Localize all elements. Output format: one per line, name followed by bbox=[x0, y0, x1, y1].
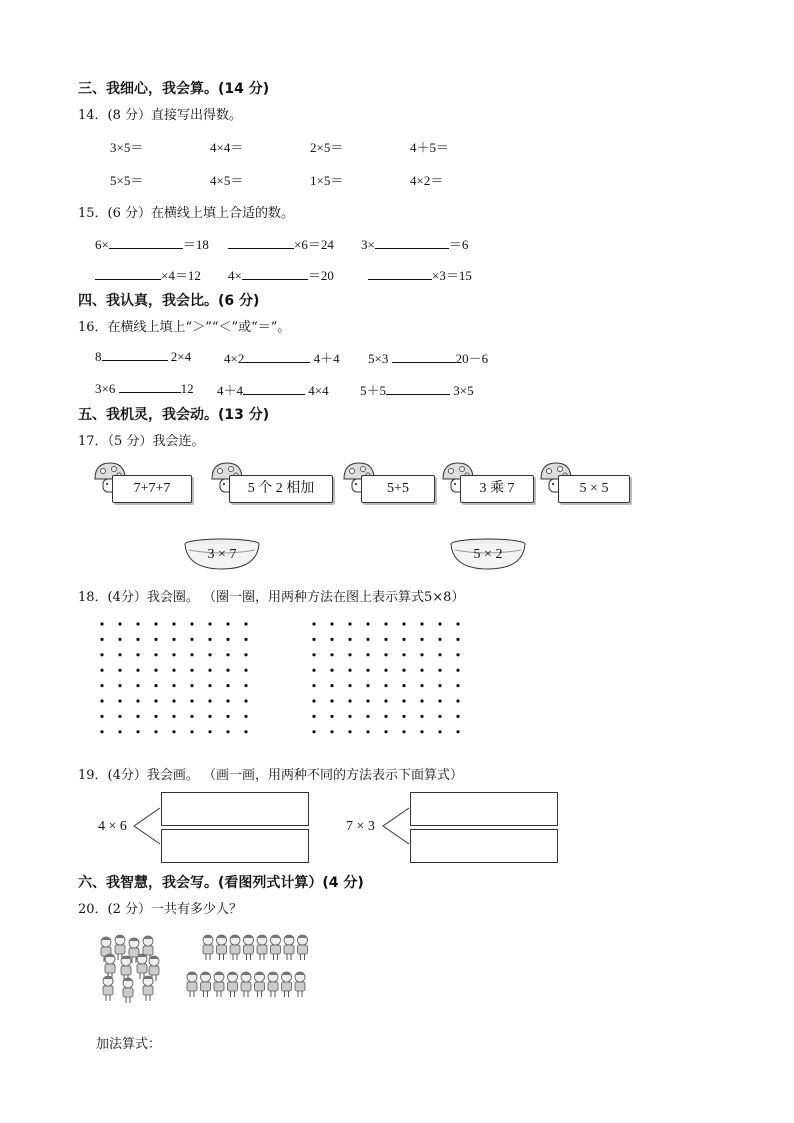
grid-dot bbox=[420, 622, 423, 625]
q14-item: 4×2＝ bbox=[410, 173, 444, 188]
grid-dot bbox=[438, 684, 441, 687]
child-figure bbox=[214, 972, 224, 997]
q14-item: 4×4＝ bbox=[210, 140, 244, 155]
section-3-title: 三、我细心，我会算。(14 分) bbox=[78, 81, 270, 97]
grid-dot bbox=[420, 715, 423, 718]
grid-dot bbox=[438, 622, 441, 625]
grid-dot bbox=[402, 638, 405, 641]
dot-grid-left[interactable] bbox=[96, 618, 256, 746]
grid-dot bbox=[438, 669, 441, 672]
grid-dot bbox=[420, 638, 423, 641]
child-figure bbox=[284, 935, 294, 960]
grid-dot bbox=[366, 715, 369, 718]
child-figure bbox=[143, 976, 153, 1001]
grid-dot bbox=[244, 669, 247, 672]
answer-blank[interactable] bbox=[368, 267, 432, 280]
grid-dot bbox=[366, 653, 369, 656]
grid-dot bbox=[456, 622, 459, 625]
q14-item: 2×5＝ bbox=[310, 140, 344, 155]
grid-dot bbox=[244, 715, 247, 718]
child-figure bbox=[121, 956, 131, 981]
grid-dot bbox=[312, 653, 315, 656]
q15-item: 6× ＝18 bbox=[95, 237, 209, 252]
grid-dot bbox=[208, 699, 211, 702]
grid-dot bbox=[348, 715, 351, 718]
grid-dot bbox=[420, 669, 423, 672]
grid-dot bbox=[384, 638, 387, 641]
compare-item: 3×6 12 bbox=[95, 381, 194, 396]
draw-box[interactable] bbox=[161, 829, 309, 863]
grid-dot bbox=[100, 669, 103, 672]
grid-dot bbox=[118, 622, 121, 625]
compare-item: 5×3 20－6 bbox=[368, 351, 489, 366]
q14-item: 5×5＝ bbox=[110, 173, 144, 188]
child-figure bbox=[271, 935, 281, 960]
grid-dot bbox=[330, 638, 333, 641]
answer-label: 加法算式： bbox=[96, 1037, 162, 1052]
grid-dot bbox=[226, 653, 229, 656]
grid-dot bbox=[330, 684, 333, 687]
grid-dot bbox=[154, 653, 157, 656]
child-figure bbox=[255, 972, 265, 997]
q14-item: 4＋5＝ bbox=[410, 140, 450, 155]
grid-dot bbox=[366, 669, 369, 672]
answer-blank[interactable] bbox=[228, 236, 294, 249]
mushroom-card[interactable]: 5 个 2 相加 bbox=[229, 475, 333, 503]
child-figure bbox=[123, 978, 133, 1003]
answer-blank[interactable] bbox=[243, 382, 305, 395]
grid-dot bbox=[366, 684, 369, 687]
grid-dot bbox=[244, 653, 247, 656]
grid-dot bbox=[420, 730, 423, 733]
grid-dot bbox=[402, 715, 405, 718]
answer-blank[interactable] bbox=[95, 267, 161, 280]
child-figure bbox=[137, 954, 147, 979]
grid-dot bbox=[366, 622, 369, 625]
grid-dot bbox=[100, 638, 103, 641]
grid-dot bbox=[402, 669, 405, 672]
section-4-title: 四、我认真，我会比。(6 分) bbox=[78, 293, 260, 309]
grid-dot bbox=[402, 653, 405, 656]
grid-dot bbox=[384, 622, 387, 625]
grid-dot bbox=[172, 653, 175, 656]
answer-blank[interactable] bbox=[386, 382, 450, 395]
dot-grid-right[interactable] bbox=[308, 618, 468, 746]
child-figure bbox=[230, 935, 240, 960]
grid-dot bbox=[312, 622, 315, 625]
grid-dot bbox=[226, 638, 229, 641]
q14-item: 4×5＝ bbox=[210, 173, 244, 188]
grid-dot bbox=[118, 669, 121, 672]
grid-dot bbox=[330, 715, 333, 718]
q16-label: 16．在横线上填上“＞”“＜”或“＝”。 bbox=[78, 320, 291, 335]
grid-dot bbox=[438, 730, 441, 733]
grid-dot bbox=[456, 730, 459, 733]
grid-dot bbox=[456, 653, 459, 656]
grid-dot bbox=[190, 715, 193, 718]
grid-dot bbox=[208, 669, 211, 672]
grid-dot bbox=[456, 638, 459, 641]
grid-dot bbox=[438, 638, 441, 641]
grid-dot bbox=[154, 715, 157, 718]
expr-left: 4 × 6 bbox=[98, 819, 127, 834]
grid-dot bbox=[244, 638, 247, 641]
child-figure bbox=[103, 976, 113, 1001]
grid-dot bbox=[384, 653, 387, 656]
answer-blank[interactable] bbox=[392, 350, 456, 363]
grid-dot bbox=[172, 684, 175, 687]
grid-dot bbox=[118, 653, 121, 656]
grid-dot bbox=[226, 715, 229, 718]
grid-dot bbox=[136, 653, 139, 656]
grid-dot bbox=[154, 699, 157, 702]
child-figure bbox=[241, 972, 251, 997]
grid-dot bbox=[190, 684, 193, 687]
grid-dot bbox=[100, 684, 103, 687]
grid-dot bbox=[402, 699, 405, 702]
grid-dot bbox=[384, 699, 387, 702]
grid-dot bbox=[190, 730, 193, 733]
grid-dot bbox=[226, 699, 229, 702]
grid-dot bbox=[348, 638, 351, 641]
q17-label: 17．（5 分）我会连。 bbox=[78, 434, 205, 449]
grid-dot bbox=[330, 669, 333, 672]
q15-item: 3× ＝6 bbox=[361, 237, 469, 252]
q15-item: 4× ＝20 bbox=[228, 268, 334, 283]
answer-blank[interactable] bbox=[244, 350, 310, 363]
grid-dot bbox=[384, 669, 387, 672]
grid-dot bbox=[154, 684, 157, 687]
answer-blank[interactable] bbox=[119, 380, 181, 393]
grid-dot bbox=[420, 684, 423, 687]
grid-dot bbox=[312, 684, 315, 687]
section-6-title: 六、我智慧，我会写。(看图列式计算）(4 分) bbox=[78, 875, 364, 891]
q15-label: 15．(6 分）在横线上填上合适的数。 bbox=[78, 206, 295, 221]
grid-dot bbox=[244, 622, 247, 625]
children-illustration bbox=[96, 932, 316, 1010]
grid-dot bbox=[226, 669, 229, 672]
grid-dot bbox=[100, 730, 103, 733]
grid-dot bbox=[136, 715, 139, 718]
grid-dot bbox=[456, 684, 459, 687]
grid-dot bbox=[330, 730, 333, 733]
grid-dot bbox=[366, 730, 369, 733]
grid-dot bbox=[118, 715, 121, 718]
grid-dot bbox=[438, 715, 441, 718]
grid-dot bbox=[384, 684, 387, 687]
grid-dot bbox=[208, 653, 211, 656]
grid-dot bbox=[348, 653, 351, 656]
grid-dot bbox=[118, 638, 121, 641]
draw-box[interactable] bbox=[161, 792, 309, 826]
grid-dot bbox=[456, 699, 459, 702]
grid-dot bbox=[136, 730, 139, 733]
grid-dot bbox=[438, 699, 441, 702]
child-figure bbox=[228, 972, 238, 997]
grid-dot bbox=[366, 699, 369, 702]
grid-dot bbox=[136, 684, 139, 687]
q14-label: 14．(8 分）直接写出得数。 bbox=[78, 108, 243, 123]
grid-dot bbox=[172, 669, 175, 672]
q15-item: ×4＝12 bbox=[95, 265, 201, 284]
child-figure bbox=[257, 935, 267, 960]
grid-dot bbox=[118, 730, 121, 733]
grid-dot bbox=[190, 699, 193, 702]
child-figure bbox=[105, 954, 115, 979]
grid-dot bbox=[154, 622, 157, 625]
grid-dot bbox=[118, 684, 121, 687]
grid-dot bbox=[118, 699, 121, 702]
grid-dot bbox=[226, 622, 229, 625]
basket-label[interactable]: 5 × 2 bbox=[473, 547, 503, 562]
grid-dot bbox=[312, 715, 315, 718]
grid-dot bbox=[384, 730, 387, 733]
mushroom-card[interactable]: 7+7+7 bbox=[112, 475, 192, 503]
grid-dot bbox=[172, 638, 175, 641]
q20-label: 20．(2 分）一共有多少人？ bbox=[78, 902, 243, 917]
grid-dot bbox=[420, 653, 423, 656]
grid-dot bbox=[420, 699, 423, 702]
grid-dot bbox=[244, 730, 247, 733]
grid-dot bbox=[348, 730, 351, 733]
grid-dot bbox=[402, 622, 405, 625]
grid-dot bbox=[172, 622, 175, 625]
grid-dot bbox=[208, 715, 211, 718]
grid-dot bbox=[330, 653, 333, 656]
child-figure bbox=[244, 935, 254, 960]
grid-dot bbox=[100, 715, 103, 718]
answer-blank[interactable] bbox=[102, 348, 168, 361]
child-figure bbox=[203, 935, 213, 960]
grid-dot bbox=[208, 684, 211, 687]
answer-blank[interactable] bbox=[242, 267, 308, 280]
grid-dot bbox=[312, 669, 315, 672]
answer-blank[interactable] bbox=[109, 236, 183, 249]
mushroom-card[interactable]: 3 乘 7 bbox=[460, 475, 534, 503]
grid-dot bbox=[330, 699, 333, 702]
grid-dot bbox=[154, 730, 157, 733]
child-figure bbox=[298, 935, 308, 960]
grid-dot bbox=[208, 622, 211, 625]
child-figure bbox=[282, 972, 292, 997]
grid-dot bbox=[402, 684, 405, 687]
grid-dot bbox=[172, 715, 175, 718]
mushroom-card[interactable]: 5+5 bbox=[361, 475, 435, 503]
grid-dot bbox=[154, 638, 157, 641]
grid-dot bbox=[100, 699, 103, 702]
q14-item: 3×5＝ bbox=[110, 140, 144, 155]
q15-item: ×3＝15 bbox=[368, 265, 472, 284]
grid-dot bbox=[312, 699, 315, 702]
expr-right: 7 × 3 bbox=[346, 819, 375, 834]
grid-dot bbox=[348, 699, 351, 702]
grid-dot bbox=[456, 715, 459, 718]
grid-dot bbox=[348, 622, 351, 625]
grid-dot bbox=[348, 684, 351, 687]
grid-dot bbox=[100, 622, 103, 625]
grid-dot bbox=[244, 699, 247, 702]
grid-dot bbox=[136, 699, 139, 702]
grid-dot bbox=[190, 653, 193, 656]
grid-dot bbox=[136, 622, 139, 625]
q14-item: 1×5＝ bbox=[310, 173, 344, 188]
grid-dot bbox=[136, 669, 139, 672]
draw-box[interactable] bbox=[410, 829, 558, 863]
grid-dot bbox=[456, 669, 459, 672]
mushroom-card[interactable]: 5 × 5 bbox=[558, 475, 630, 503]
grid-dot bbox=[136, 638, 139, 641]
grid-dot bbox=[384, 715, 387, 718]
child-figure bbox=[201, 972, 211, 997]
compare-item: 4×2 4＋4 bbox=[224, 351, 340, 366]
grid-dot bbox=[438, 653, 441, 656]
draw-box[interactable] bbox=[410, 792, 558, 826]
grid-dot bbox=[402, 730, 405, 733]
compare-item: 8 2×4 bbox=[95, 349, 192, 364]
grid-dot bbox=[312, 638, 315, 641]
grid-dot bbox=[226, 730, 229, 733]
q15-item: ×6＝24 bbox=[228, 234, 334, 253]
q19-label: 19．(4分）我会画。 （画一画，用两种不同的方法表示下面算式） bbox=[78, 768, 464, 783]
compare-item: 5＋5 3×5 bbox=[360, 383, 474, 398]
compare-item: 4＋4 4×4 bbox=[217, 383, 329, 398]
grid-dot bbox=[190, 638, 193, 641]
grid-dot bbox=[366, 638, 369, 641]
grid-dot bbox=[208, 638, 211, 641]
grid-dot bbox=[190, 622, 193, 625]
section-5-title: 五、我机灵，我会动。(13 分) bbox=[78, 407, 270, 423]
grid-dot bbox=[154, 669, 157, 672]
grid-dot bbox=[100, 653, 103, 656]
child-figure bbox=[268, 972, 278, 997]
grid-dot bbox=[348, 669, 351, 672]
grid-dot bbox=[190, 669, 193, 672]
grid-dot bbox=[172, 699, 175, 702]
grid-dot bbox=[208, 730, 211, 733]
bracket-icon bbox=[382, 806, 410, 846]
grid-dot bbox=[330, 622, 333, 625]
child-figure bbox=[295, 972, 305, 997]
grid-dot bbox=[172, 730, 175, 733]
child-figure bbox=[187, 972, 197, 997]
grid-dot bbox=[226, 684, 229, 687]
grid-dot bbox=[312, 730, 315, 733]
basket-label[interactable]: 3 × 7 bbox=[207, 547, 237, 562]
q18-label: 18．(4分）我会圈。 （圈一圈，用两种方法在图上表示算式5×8） bbox=[78, 590, 465, 605]
bracket-icon bbox=[133, 806, 161, 846]
grid-dot bbox=[244, 684, 247, 687]
answer-blank[interactable] bbox=[375, 236, 449, 249]
child-figure bbox=[217, 935, 227, 960]
